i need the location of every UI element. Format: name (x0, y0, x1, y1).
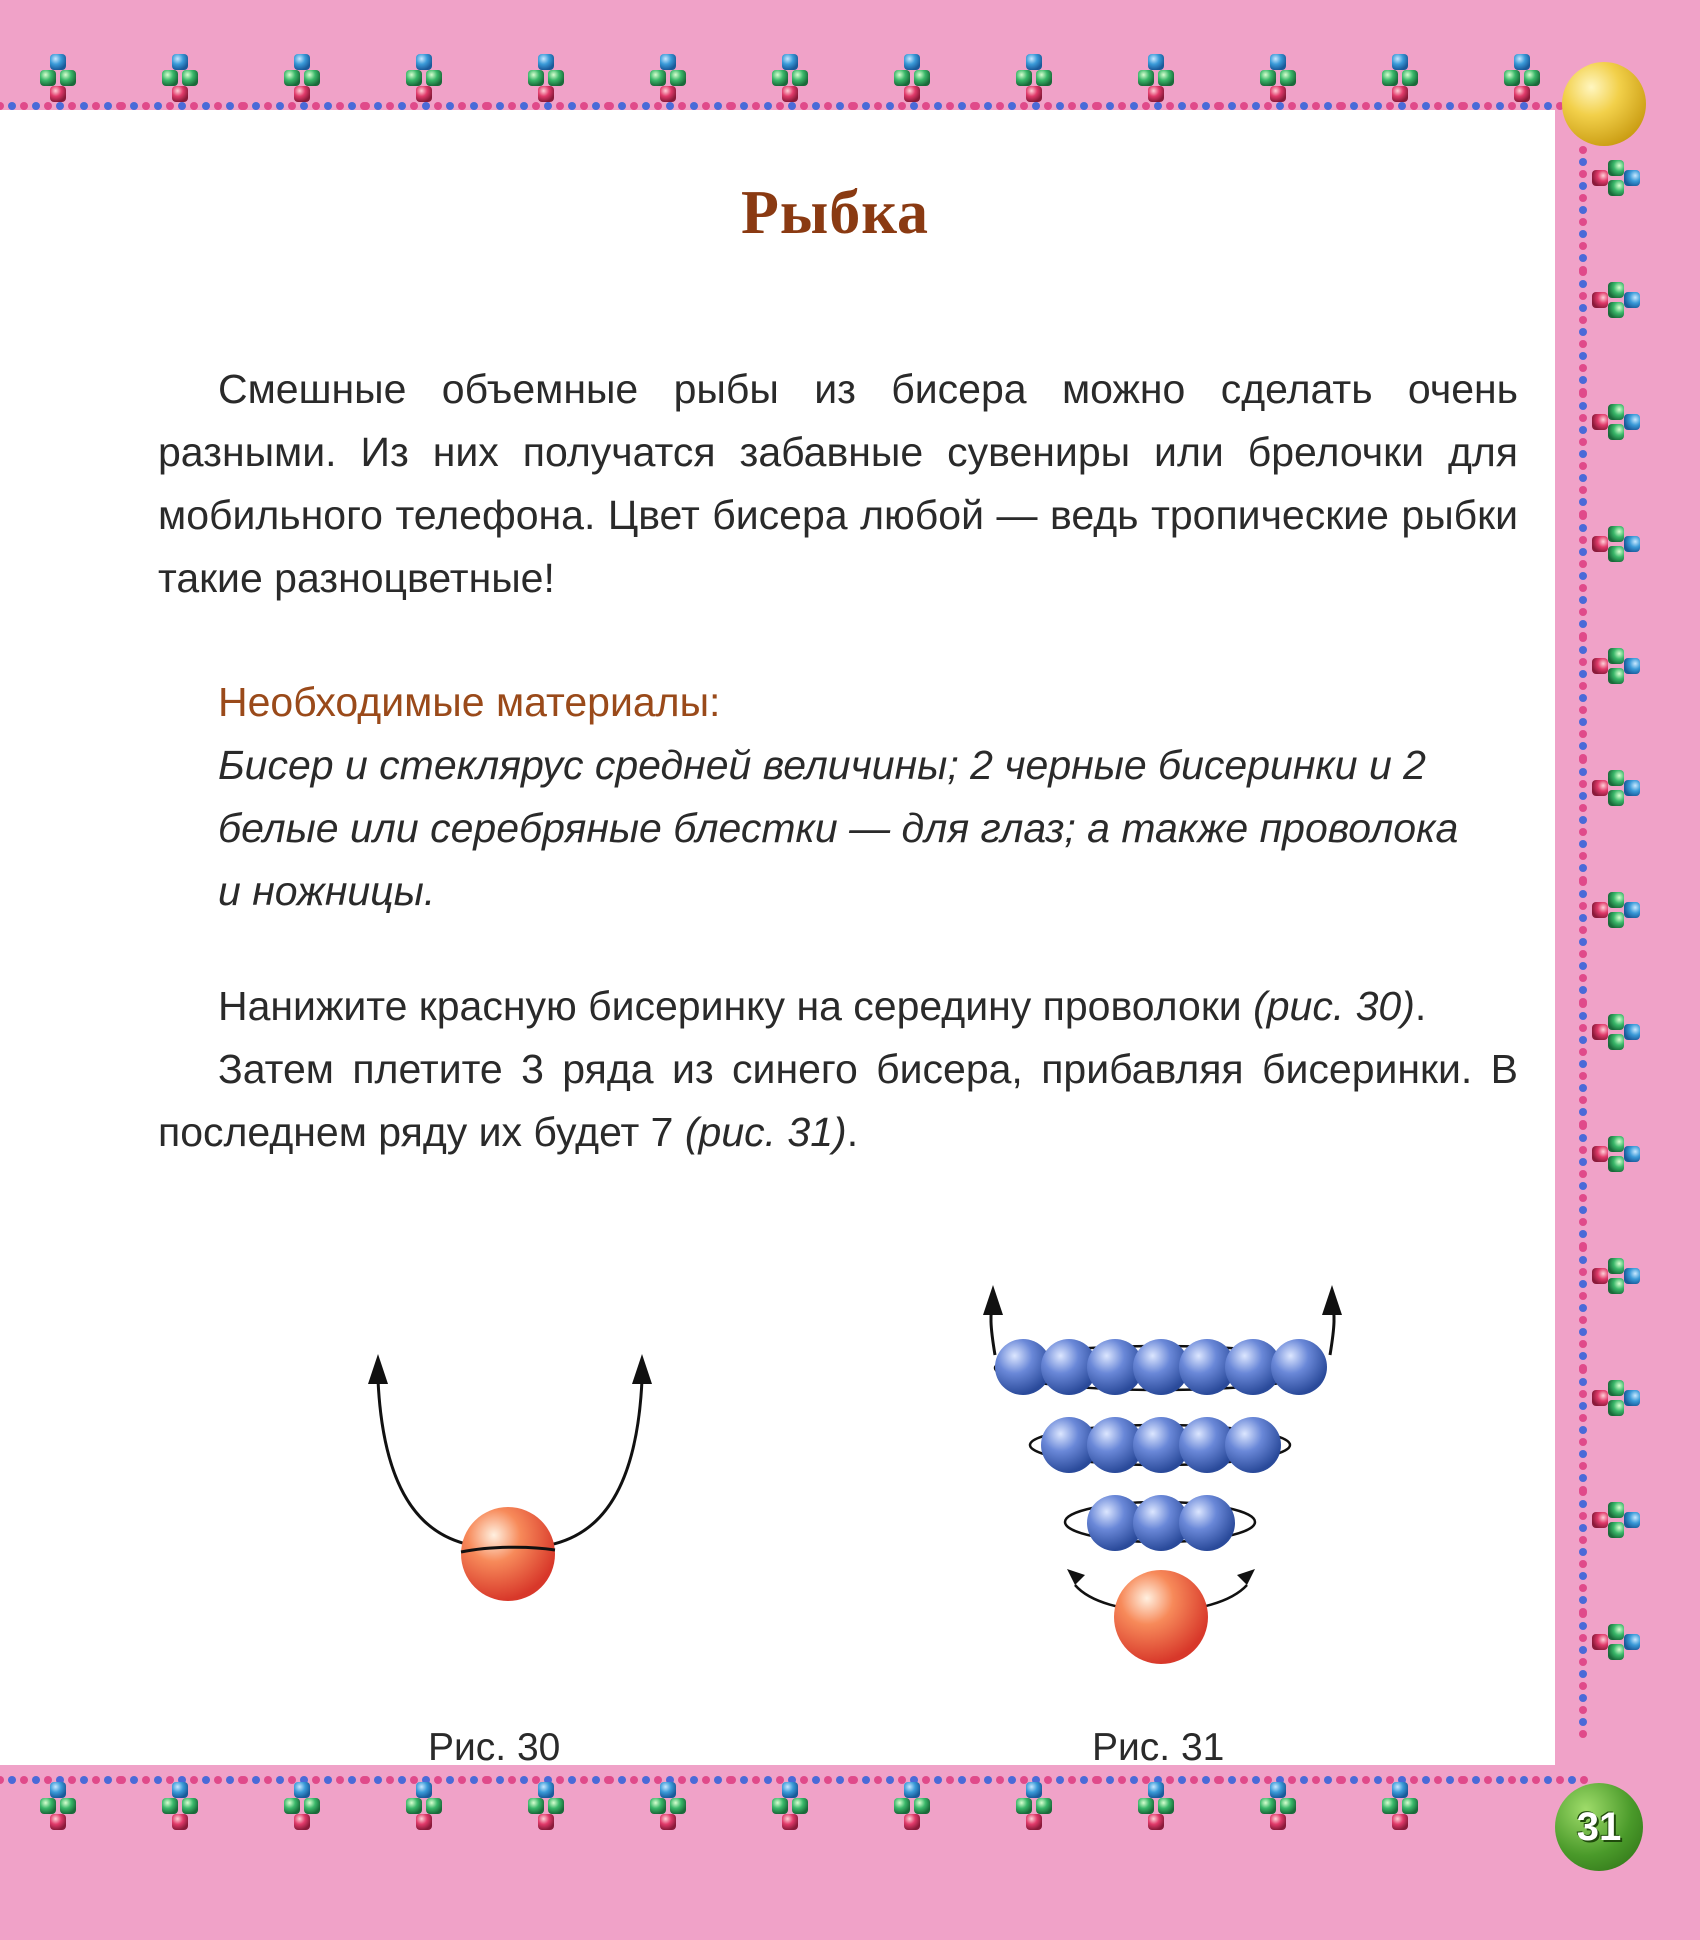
intro-text: Смешные объемные рыбы из бисера можно сделать очень разными. Из них получатся забавные сувениры или брелочки для мобильного телефона. Цвет бисера любой — ведь тропические рыбки такие разноцветные! (158, 366, 1518, 601)
materials-list: Бисер и стеклярус средней величины; 2 черные бисеринки и 2 белые или серебряные блестки — для глаз; а также проволока и ножницы. (218, 742, 1459, 914)
materials-block (218, 671, 1468, 923)
arrow-small-left-icon (1067, 1569, 1085, 1585)
arrow-up-right-icon (1322, 1285, 1342, 1315)
red-bead (461, 1507, 555, 1601)
step2-figure-ref: (рис. 31) (684, 1109, 847, 1155)
bottom-bead-row (0, 1776, 1588, 1830)
figure-31 (965, 1285, 1365, 1705)
top-bead-row (0, 54, 1588, 110)
materials-heading: Необходимые материалы: (218, 679, 721, 725)
arrow-right-icon (632, 1354, 652, 1384)
right-bead-column (1579, 146, 1640, 1738)
blue-bead (1271, 1339, 1327, 1395)
step1-figure-ref: (рис. 30) (1253, 983, 1415, 1029)
blue-bead (1225, 1417, 1281, 1473)
page-number-badge: 31 (1555, 1783, 1643, 1871)
blue-bead (1179, 1495, 1235, 1551)
step1-text: Нанижите красную бисеринку на середину проволоки (218, 983, 1254, 1029)
step2-end: . (846, 1109, 859, 1155)
instruction-step-1 (158, 975, 1518, 1038)
arrow-up-left-icon (983, 1285, 1003, 1315)
page-title: Рыбка (740, 179, 930, 247)
arrow-left-icon (368, 1354, 388, 1384)
instruction-step-2 (158, 1038, 1518, 1164)
corner-gold-bead (1562, 62, 1646, 146)
red-bead (1114, 1570, 1208, 1664)
figure-30 (340, 1340, 680, 1620)
fig31-blue-beads (995, 1339, 1327, 1551)
fig31-caption: Рис. 31 (1092, 1726, 1225, 1769)
fig30-caption: Рис. 30 (428, 1726, 561, 1769)
instructions (158, 975, 1518, 1164)
arrow-small-right-icon (1237, 1569, 1255, 1585)
intro-paragraph (158, 358, 1518, 610)
step2-text: Затем плетите 3 ряда из синего бисера, прибавляя бисеринки. В последнем ряду их будет 7 (158, 1046, 1518, 1155)
step1-end: . (1414, 983, 1427, 1029)
